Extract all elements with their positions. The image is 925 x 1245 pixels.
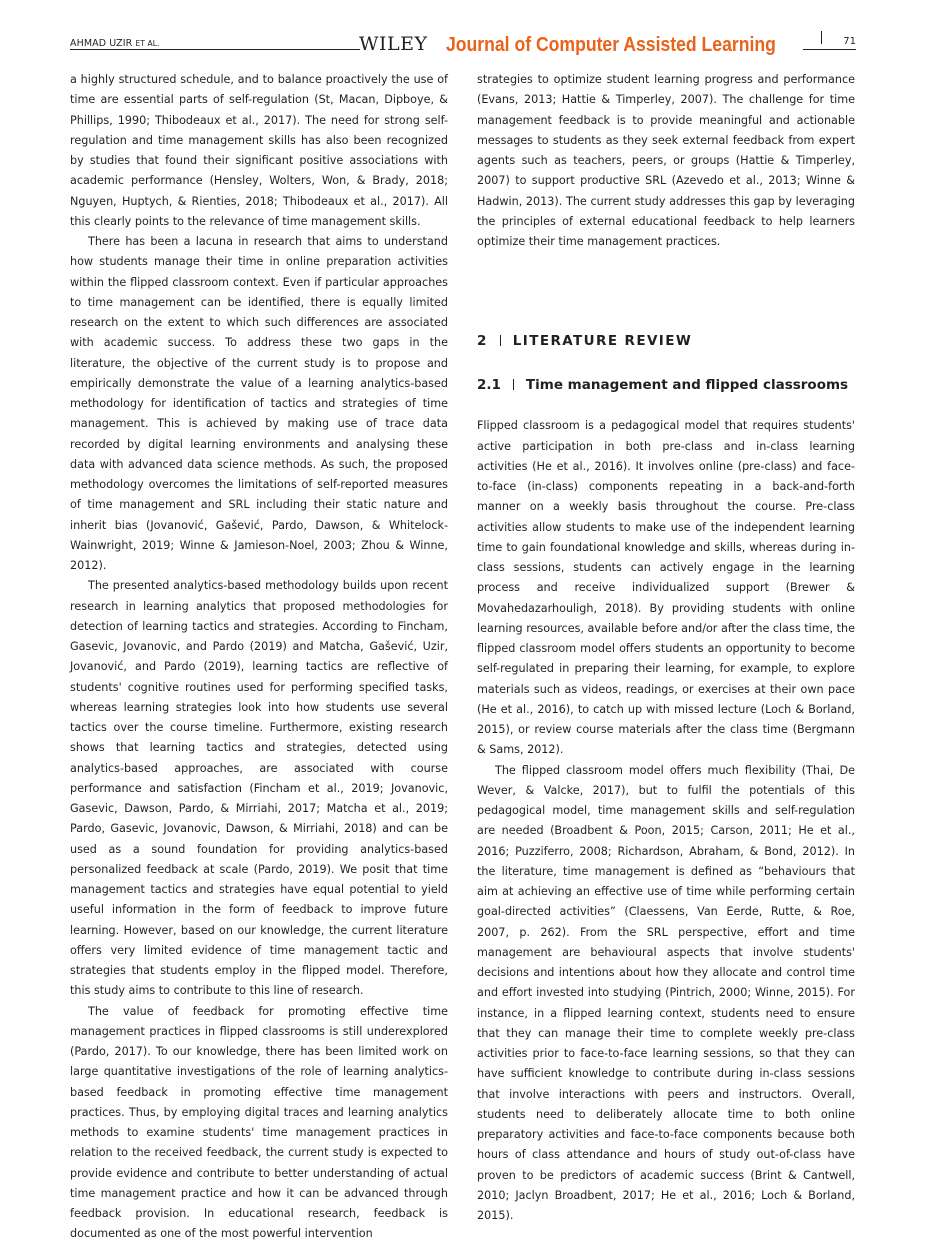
section-heading — [477, 330, 855, 352]
subsection-title: Time management and flipped classrooms — [525, 377, 849, 394]
page-number: 71 — [843, 36, 856, 47]
journal-title: Journal of Computer Assisted Learning — [446, 34, 776, 56]
author-suffix: ET AL. — [135, 39, 160, 48]
section-title: LITERATURE REVIEW — [512, 333, 693, 350]
paragraph: The flipped classroom model offers much flexibility (Thai, De Wever, & Valcke, 2017), but to fulfil the potentials of this pedagogical model, time management skills and self-regulation are needed (Broadbent & Poon, 2015; Carson, 2011; He et al., 2016; Puzziferro, 2008; Richardson, Abraham, & Bond, 2012). In the literature, time management is defined as “behaviours that aim at achieving an effective use of time while performing certain goal-directed activities” (Claessens, Van Eerde, Rutte, & Roe, 2007, p. 262). From the SRL perspective, effort and time management are behavioural aspects that involve students' decisions and intentions about how they allocate and control time and effort invested into studying (Pintrich, 2000; Winne, 2015). For instance, in a flipped learning context, students need to ensure that they can manage their time to complete weekly pre-class activities prior to face-to-face learning sessions, so that they can have sufficient knowledge to contribute during in-class sessions that involve interactions with peers and instructors. Overall, students need to deliberately allocate time to both online preparatory activities and face-to-face components because both hours of class attendance and hours of study out-of-class have proven to be predictors of academic success (Brint & Cantwell, 2010; Jaclyn Broadbent, 2017; He et al., 2016; Loch & Borland, 2015). — [477, 763, 855, 1222]
subsection-number: 2.1 — [477, 377, 501, 394]
running-author — [70, 38, 160, 49]
author-name: AHMAD UZIR — [70, 38, 133, 49]
publisher-logo: WILEY — [359, 33, 428, 55]
header-divider — [821, 31, 822, 44]
section-number: 2 — [477, 333, 488, 350]
paragraph: strategies to optimize student learning progress and performance (Evans, 2013; Hattie & Timperley, 2007). The challenge for time management feedback is to provide meaningful and actionable messages to students as they seek external feedback from expert agents such as teachers, peers, or groups (Hattie & Timperley, 2007) to support productive SRL (Azevedo et al., 2013; Winne & Hadwin, 2013). The current study addresses this gap by leveraging the principles of external educational feedback to help learners optimize their time management practices. — [477, 73, 855, 248]
header-rule-right — [803, 49, 856, 50]
right-column — [477, 70, 855, 1226]
header-rule — [70, 49, 360, 50]
heading-separator — [500, 335, 501, 346]
paragraph: Flipped classroom is a pedagogical model that requires students' active participation in both pre-class and in-class learning activities (He et al., 2016). It involves online (pre-class) and face-to-face (in-class) components repeating in a back-and-forth manner on a weekly basis throughout the course. Pre-class activities allow students to make use of the independent learning time to gain foundational knowledge and skills, whereas during in-class sessions, students can actively engage in the learning process and receive individualized support (Brewer & Movahedazarhouligh, 2018). By providing students with online learning resources, available before and/or after the class time, the flipped classroom model offers students an opportunity to become self-regulated in preparing their learning, for example, to explore materials such as videos, readings, or exercises at their own pace (He et al., 2016), to catch up with missed lecture (Loch & Borland, 2015), or review course materials after the class time (Bergmann & Sams, 2012). — [477, 419, 855, 757]
subsection-heading — [477, 374, 855, 396]
paragraph: a highly structured schedule, and to balance proactively the use of time are essential parts of self-regulation (St, Macan, Dipboye, & Phillips, 1990; Thibodeaux et al., 2017). The need for strong self-regulation and time management skills has also been recognized by studies that found their significant positive associations with academic performance (Hensley, Wolters, Won, & Brady, 2018; Nguyen, Huptych, & Rienties, 2018; Thibodeaux et al., 2017). All this clearly points to the relevance of time management skills. — [70, 73, 448, 228]
paragraph: There has been a lacuna in research that aims to understand how students manage their time in online preparation activities within the flipped classroom context. Even if particular approaches to time management can be identified, there is equally limited research on the extent to which such differences are associated with academic success. To address these two gaps in the literature, the objective of the current study is to propose and empirically demonstrate the value of a learning analytics-based methodology for identification of tactics and strategies of time management. This is achieved by making use of trace data recorded by digital learning environments and analysing these data with advanced data science methods. As such, the proposed methodology overcomes the limitations of self-reported measures of time management and SRL including their static nature and inherit bias (Jovanović, Gašević, Pardo, Dawson, & Whitelock-Wainwright, 2019; Winne & Jamieson-Noel, 2003; Zhou & Winne, 2012). — [70, 235, 448, 572]
running-header — [70, 34, 856, 54]
left-column — [70, 70, 448, 1245]
paragraph: The value of feedback for promoting effective time management practices in flipped classrooms is still underexplored (Pardo, 2017). To our knowledge, there has been limited work on large quantitative investigations of the role of learning analytics-based feedback in promoting effective time management practices. Thus, by employing digital traces and learning analytics methods to examine students' time management practices in relation to the received feedback, the current study is expected to provide evidence and contribute to better understanding of actual time management practice and how it can be advanced through feedback provision. In educational research, feedback is documented as one of the most powerful intervention — [70, 1004, 448, 1241]
paragraph: The presented analytics-based methodology builds upon recent research in learning analytics that proposed methodologies for detection of learning tactics and strategies. According to Fincham, Gasevic, Jovanovic, and Pardo (2019) and Matcha, Gašević, Uzir, Jovanović, and Pardo (2019), learning tactics are reflective of students' cognitive routines used for performing specified tasks, whereas learning strategies look into how students use several tactics over the course timeline. Furthermore, existing research shows that learning tactics and strategies, detected using analytics-based approaches, are associated with course performance and satisfaction (Fincham et al., 2019; Jovanovic, Gasevic, Dawson, Pardo, & Mirriahi, 2017; Matcha et al., 2019; Pardo, Gasevic, Jovanovic, Dawson, & Mirriahi, 2018) and can be used as a sound foundation for providing analytics-based personalized feedback at scale (Pardo, 2019). We posit that time management tactics and strategies have equal potential to yield useful information in the form of feedback to improve future learning. However, based on our knowledge, the current literature offers very limited evidence of time management tactic and strategies that students employ in the flipped model. Therefore, this study aims to contribute to this line of research. — [70, 579, 448, 998]
heading-separator — [513, 379, 514, 390]
